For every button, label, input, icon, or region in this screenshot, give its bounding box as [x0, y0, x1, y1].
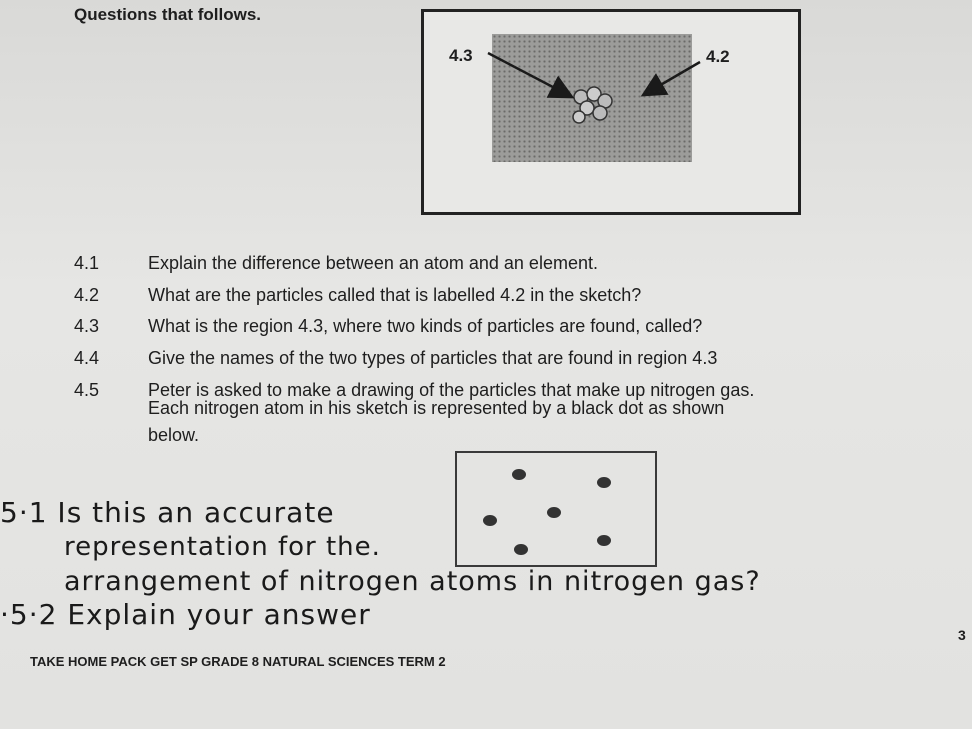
handwritten-line: ·5·2 Explain your answer [0, 598, 371, 631]
nitrogen-atom-dot [514, 544, 528, 555]
question-text: Give the names of the two types of particles that are found in region 4.3 [148, 348, 718, 368]
question-number: 4.3 [74, 316, 100, 336]
question-text: Peter is asked to make a drawing of the particles that make up nitrogen gas. [148, 380, 755, 400]
question-number: 4.1 [74, 253, 100, 273]
nitrogen-atom-dot [547, 507, 561, 518]
page-number: 3 [958, 627, 966, 643]
question-continuation: below. [148, 425, 200, 445]
handwritten-line: representation for the. [64, 532, 381, 562]
intro-text: Questions that follows. [74, 5, 262, 24]
nitrogen-atom-dot [597, 535, 611, 546]
question-text: What is the region 4.3, where two kinds of particles are found, called? [148, 316, 703, 336]
nitrogen-atom-dot [597, 477, 611, 488]
nitrogen-sketch-box [455, 451, 657, 567]
handwritten-line: 5·1 Is this an accurate [0, 496, 335, 529]
arrow-4-2 [645, 62, 700, 94]
nitrogen-atom-dot [483, 515, 497, 526]
handwritten-line: arrangement of nitrogen atoms in nitrogen gas? [64, 566, 761, 597]
question-continuation: Each nitrogen atom in his sketch is represented by a black dot as shown [148, 398, 725, 418]
nitrogen-atom-dot [512, 469, 526, 480]
question-number: 4.5 [74, 380, 100, 400]
question-number: 4.4 [74, 348, 100, 368]
question-text: What are the particles called that is labelled 4.2 in the sketch? [148, 285, 642, 305]
arrow-4-3 [488, 53, 570, 96]
label-4-2: 4.2 [706, 47, 730, 66]
label-4-3: 4.3 [449, 46, 473, 65]
question-number: 4.2 [74, 285, 100, 305]
question-text: Explain the difference between an atom and an element. [148, 253, 598, 273]
page-footer: TAKE HOME PACK GET SP GRADE 8 NATURAL SCIENCES TERM 2 [30, 654, 446, 669]
